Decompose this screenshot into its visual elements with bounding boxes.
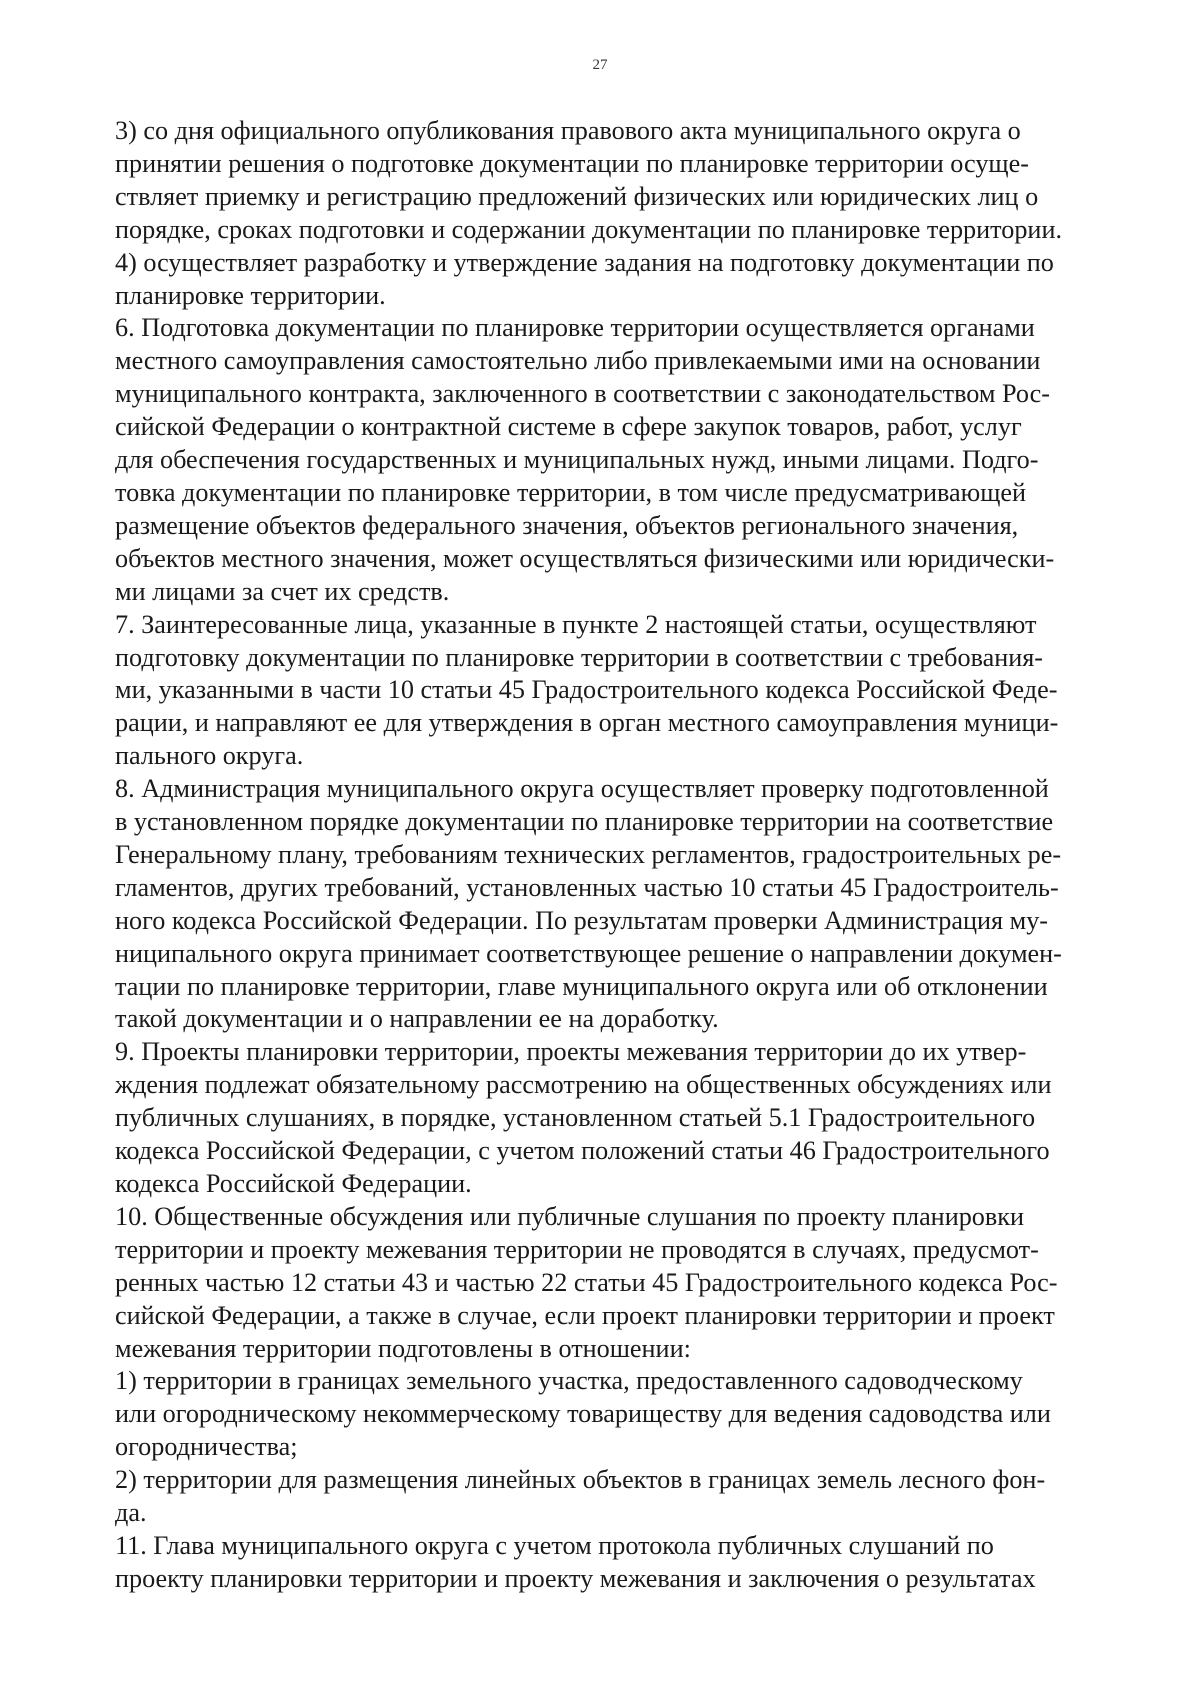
text-line: принятии решения о подготовке документации по планировке территории осуще- (115, 148, 1029, 178)
text-line: 10. Общественные обсуждения или публичные слушания по проекту планировки (115, 1201, 1025, 1231)
text-line: огородничества; (115, 1432, 298, 1462)
text-line: планировке территории. (115, 280, 386, 310)
text-line: гламентов, других требований, установленных частью 10 статьи 45 Градостроитель- (115, 872, 1059, 902)
text-line: проекту планировки территории и проекту межевания и заключения о результатах (115, 1563, 1036, 1593)
paragraph (115, 1201, 1155, 1366)
text-line: тации по планировке территории, главе муниципального округа или об отклонении (115, 971, 1048, 1001)
text-line: объектов местного значения, может осуществляться физическими или юридически- (115, 543, 1055, 573)
text-line: ренных частью 12 статьи 43 и частью 22 статьи 45 Градостроительного кодекса Рос- (115, 1267, 1058, 1297)
text-line: рации, и направляют ее для утверждения в орган местного самоуправления муници- (115, 708, 1059, 738)
text-line: сийской Федерации, а также в случае, если проект планировки территории и проект (115, 1300, 1055, 1330)
text-line: порядке, сроках подготовки и содержании документации по планировке территории. (115, 214, 1063, 244)
text-line: в установленном порядке документации по планировке территории на соответствие (115, 807, 1054, 837)
paragraph (115, 1464, 1155, 1530)
document-body (115, 115, 1155, 1596)
text-line: 8. Администрация муниципального округа осуществляет проверку подготовленной (115, 774, 1049, 804)
text-line: кодекса Российской Федерации. (115, 1169, 472, 1198)
text-line: Генеральному плану, требованиям технических регламентов, градостроительных ре- (115, 839, 1062, 869)
paragraph (115, 1365, 1155, 1464)
text-line: ствляет приемку и регистрацию предложений физических или юридических лиц о (115, 181, 1039, 211)
text-line: ного кодекса Российской Федерации. По результатам проверки Администрация му- (115, 905, 1049, 935)
text-line: местного самоуправления самостоятельно либо привлекаемыми ими на основании (115, 346, 1041, 376)
text-line: или огородническому некоммерческому товариществу для ведения садоводства или (115, 1399, 1051, 1429)
text-line: товка документации по планировке территории, в том числе предусматривающей (115, 477, 1027, 507)
paragraph (115, 1530, 1155, 1596)
text-line: ми лицами за счет их средств. (115, 576, 450, 606)
paragraph (115, 773, 1155, 1036)
paragraph (115, 115, 1155, 247)
text-line: 9. Проекты планировки территории, проекты межевания территории до их утвер- (115, 1037, 1027, 1067)
text-line: подготовку документации по планировке территории в соответствии с требования- (115, 642, 1044, 672)
text-line: 1) территории в границах земельного участка, предоставленного садоводческому (115, 1366, 1023, 1396)
text-line: сийской Федерации о контрактной системе в сфере закупок товаров, работ, услуг (115, 412, 1022, 442)
text-line: ждения подлежат обязательному рассмотрению на общественных обсуждениях или (115, 1070, 1052, 1100)
paragraph (115, 247, 1155, 313)
page-number: 27 (592, 57, 608, 73)
text-line: пального округа. (115, 741, 304, 771)
paragraph (115, 609, 1155, 774)
text-line: публичных слушаниях, в порядке, установленном статьей 5.1 Градостроительного (115, 1103, 1036, 1133)
text-line: 2) территории для размещения линейных объектов в границах земель лесного фон- (115, 1465, 1046, 1495)
text-line: межевания территории подготовлены в отношении: (115, 1333, 691, 1363)
text-line: размещение объектов федерального значения, объектов регионального значения, (115, 510, 1019, 540)
text-line: 7. Заинтересованные лица, указанные в пункте 2 настоящей статьи, осуществляют (115, 609, 1037, 639)
text-line: муниципального контракта, заключенного в соответствии с законодательством Рос- (115, 379, 1050, 409)
text-line: такой документации и о направлении ее на доработку. (115, 1004, 719, 1034)
text-line: для обеспечения государственных и муниципальных нужд, иными лицами. Подго- (115, 445, 1039, 475)
paragraph (115, 1036, 1155, 1201)
text-line: ниципального округа принимает соответствующее решение о направлении докумен- (115, 938, 1062, 968)
text-line: да. (115, 1498, 147, 1528)
text-line: кодекса Российской Федерации, с учетом положений статьи 46 Градостроительного (115, 1136, 1050, 1166)
text-line: 11. Глава муниципального округа с учетом протокола публичных слушаний по (115, 1530, 994, 1560)
text-line: 4) осуществляет разработку и утверждение задания на подготовку документации по (115, 247, 1054, 277)
text-line: 3) со дня официального опубликования правового акта муниципального округа о (115, 116, 1021, 145)
text-line: ми, указанными в части 10 статьи 45 Градостроительного кодекса Российской Феде- (115, 675, 1058, 705)
text-line: территории и проекту межевания территории не проводятся в случаях, предусмот- (115, 1234, 1039, 1264)
paragraph (115, 312, 1155, 608)
text-line: 6. Подготовка документации по планировке территории осуществляется органами (115, 313, 1035, 343)
